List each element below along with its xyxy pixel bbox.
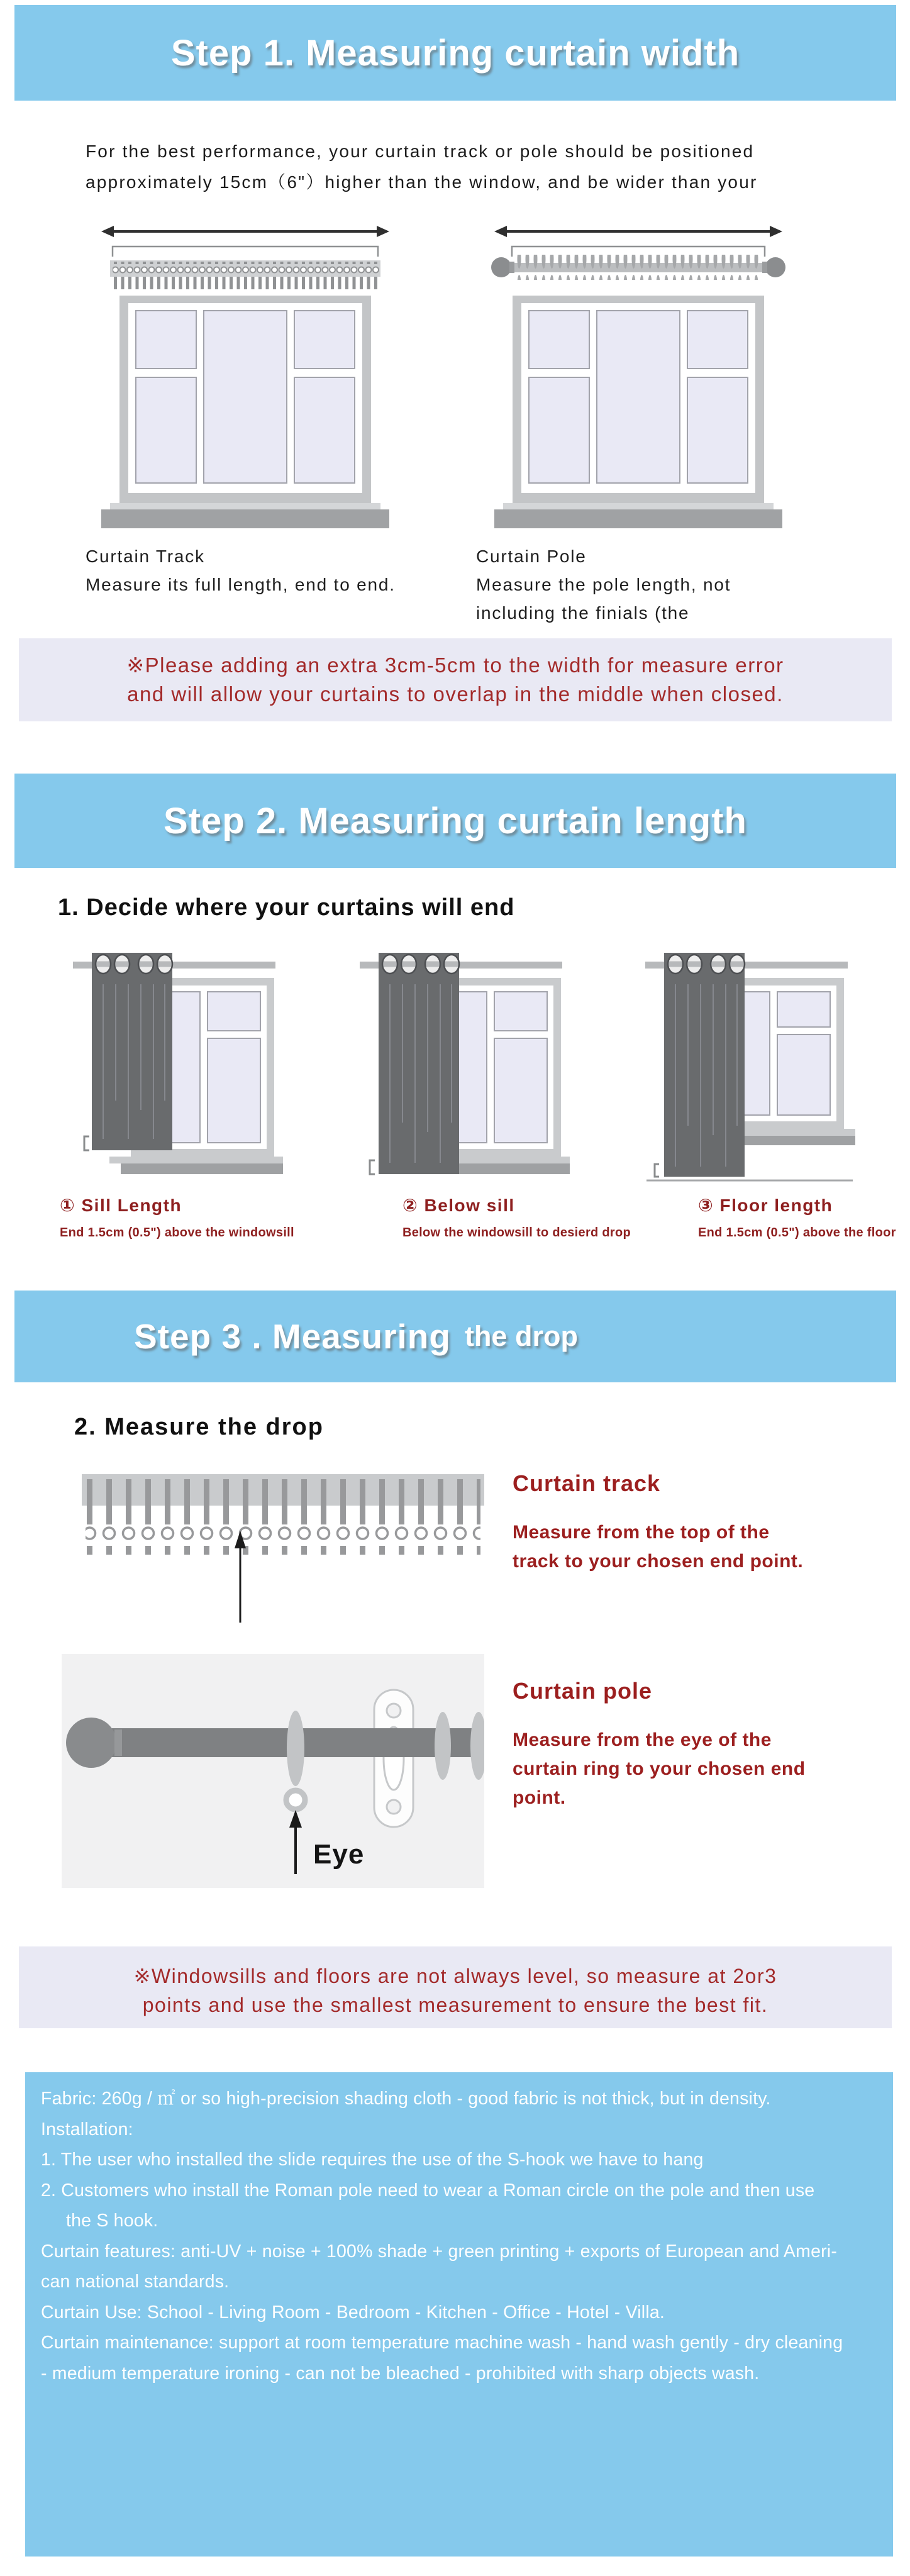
window-illustration (101, 296, 389, 528)
track-drop-text (513, 1470, 803, 1576)
floor-length-illustration (643, 947, 857, 1192)
product-info-box (25, 2072, 893, 2557)
pole-drop-body: Measure from the eye of the curtain ring to your chosen end point. (513, 1729, 806, 1808)
eye-arrow-icon (289, 1810, 302, 1874)
track-drop-title: Curtain track (513, 1470, 661, 1496)
track-drop-body: Measure from the top of the track to your chosen end point. (513, 1522, 804, 1572)
window-with-pole-illustration (491, 221, 786, 536)
caption-title: Curtain Pole (476, 547, 587, 566)
option-label: ② Below sill (402, 1196, 515, 1215)
pole-drop-title: Curtain pole (513, 1678, 653, 1704)
measure-bracket (370, 1160, 375, 1174)
wall-bracket (374, 1690, 413, 1827)
note-line: ※Windowsills and floors are not always level, so measure at 2or3 (133, 1965, 777, 1987)
window-illustration (494, 296, 782, 528)
width-arrow-icon (494, 226, 782, 237)
option-below-sill (402, 1195, 631, 1240)
width-arrow-icon (101, 226, 389, 237)
info-line-install-1: 1. The user who installed the slide requires the use of the S-hook we have to hang (41, 2150, 704, 2170)
curtain-pole-icon (491, 255, 785, 280)
intro-line: For the best performance, your curtain track or pole should be positioned (86, 142, 755, 161)
option-label: ③ Floor length (698, 1196, 833, 1215)
step2-header-band (14, 774, 896, 868)
option-floor-length (698, 1195, 896, 1240)
info-line-features-2: can national standards. (41, 2272, 230, 2292)
step3-subtitle: 2. Measure the drop (74, 1414, 324, 1440)
step1-title: Step 1. Measuring curtain width (170, 32, 740, 74)
option-desc: End 1.5cm (0.5") above the floor (698, 1226, 896, 1240)
curtain-track-gliders-illustration (82, 1470, 497, 1628)
intro-line: approximately 15cm（6"）higher than the window, and be wider than your (86, 172, 758, 192)
info-line-maintenance-2: - medium temperature ironing - can not be bleached - prohibited with sharp objects wash. (41, 2363, 760, 2384)
step3-header-band (14, 1291, 896, 1382)
caption-body: Measure the pole length, not (476, 575, 731, 594)
curtain-pole-caption (476, 542, 731, 627)
curtain-pole-window-diagram (491, 221, 786, 536)
width-measure-note (19, 638, 892, 721)
note-line: ※Please adding an extra 3cm-5cm to the width for measure error (126, 653, 784, 677)
pole-icon (66, 1718, 484, 1768)
curtain-icon (664, 953, 745, 1177)
drop-arrow-icon (235, 1531, 246, 1623)
caption-body: including the finials (the (476, 603, 690, 623)
below-sill-diagram (357, 947, 571, 1192)
info-line-fabric: Fabric: 260g / ㎡ or so high-precision shading cloth - good fabric is not thick, but in density. (41, 2089, 771, 2109)
measure-bracket (655, 1164, 659, 1177)
option-desc: End 1.5cm (0.5") above the windowsill (60, 1226, 294, 1240)
curtain-icon (379, 953, 459, 1174)
sill-length-diagram (70, 947, 284, 1192)
step2-title: Step 2. Measuring curtain length (164, 800, 747, 841)
info-line-install-2: 2. Customers who install the Roman pole need to wear a Roman circle on the pole and then use (41, 2180, 815, 2201)
pole-drop-text (513, 1678, 806, 1813)
window-with-track-illustration (97, 221, 393, 536)
step1-intro-paragraph (86, 136, 758, 197)
note-line: points and use the smallest measurement to ensure the best fit. (142, 1994, 769, 2016)
track-drop-diagram (82, 1470, 497, 1628)
info-line-features: Curtain features: anti-UV + noise + 100% shade + green printing + exports of European and Ameri- (41, 2241, 838, 2262)
info-line-use: Curtain Use: School - Living Room - Bedroom - Kitchen - Office - Hotel - Villa. (41, 2302, 665, 2323)
sill-length-illustration (70, 947, 284, 1192)
option-label: ① Sill Length (60, 1196, 182, 1215)
measure-bracket (84, 1136, 89, 1150)
level-measure-note (19, 1946, 892, 2028)
option-sill-length (60, 1195, 294, 1240)
info-line-install-2b: the S hook. (66, 2211, 158, 2231)
pole-drop-diagram (62, 1654, 484, 1888)
info-line-installation: Installation: (41, 2119, 133, 2140)
curtain-track-icon (110, 260, 380, 289)
step2-subtitle: 1. Decide where your curtains will end (58, 894, 515, 921)
step1-header-band (14, 5, 896, 101)
option-desc: Below the windowsill to desierd drop (402, 1226, 631, 1240)
below-sill-illustration (357, 947, 571, 1192)
ring-eye (286, 1790, 305, 1809)
eye-label: Eye (313, 1839, 365, 1870)
step3-title: Step 3 . Measuring (134, 1317, 451, 1356)
info-line-maintenance: Curtain maintenance: support at room temperature machine wash - hand wash gently - dry cleaning (41, 2333, 843, 2353)
caption-body: Measure its full length, end to end. (86, 575, 396, 594)
curtain-icon (92, 953, 172, 1150)
floor-length-diagram (643, 947, 857, 1192)
curtain-pole-eye-illustration (62, 1654, 484, 1888)
measure-bracket (113, 247, 378, 257)
step3-title-sub: the drop (464, 1320, 578, 1352)
note-line: and will allow your curtains to overlap in the middle when closed. (127, 682, 784, 706)
curtain-track-window-diagram (97, 221, 393, 536)
caption-title: Curtain Track (86, 547, 205, 566)
curtain-track-caption (86, 542, 396, 599)
